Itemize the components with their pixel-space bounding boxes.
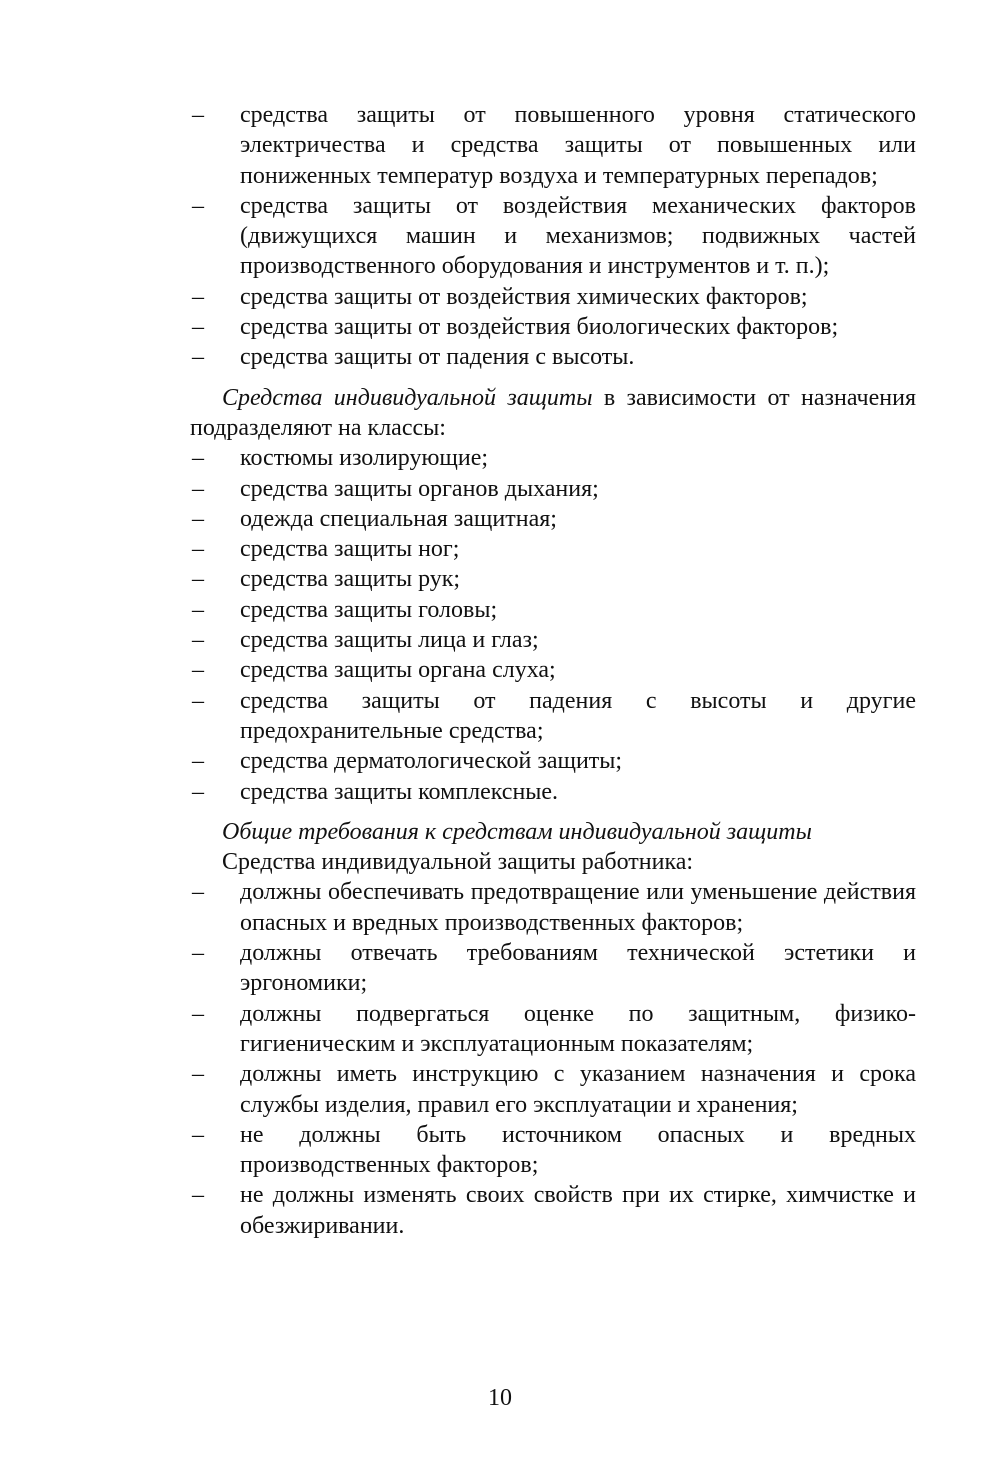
dash-bullet: – bbox=[192, 687, 204, 714]
list-item-text: средства защиты рук; bbox=[240, 566, 461, 593]
list-item bbox=[190, 564, 916, 594]
list-item bbox=[190, 1059, 916, 1120]
list-item-text: средства защиты от повышенного уровня статического электричества и средства защиты от повышенных или пониженных температур воздуха и температурных перепадов; bbox=[240, 102, 916, 189]
dash-bullet: – bbox=[192, 1000, 204, 1027]
list-item bbox=[190, 1180, 916, 1241]
dash-bullet: – bbox=[192, 778, 204, 805]
protection-means-list bbox=[190, 100, 916, 373]
list-item-text: средства защиты комплексные. bbox=[240, 778, 559, 805]
list-item-text: должны иметь инструкцию с указанием назначения и срока службы изделия, правил его эксплуатации и хранения; bbox=[240, 1061, 916, 1118]
list-item bbox=[190, 312, 916, 342]
list-item bbox=[190, 504, 916, 534]
list-item bbox=[190, 655, 916, 685]
list-item-text: должны подвергаться оценке по защитным, физико-гигиеническим и эксплуатационным показателям; bbox=[240, 1000, 916, 1057]
italic-term: Средства индивидуальной защиты bbox=[222, 384, 593, 411]
list-item-text: средства дерматологической защиты; bbox=[240, 748, 623, 775]
list-item-text: средства защиты ног; bbox=[240, 536, 460, 563]
dash-bullet: – bbox=[192, 314, 204, 341]
list-item bbox=[190, 625, 916, 655]
list-item bbox=[190, 595, 916, 625]
dash-bullet: – bbox=[192, 566, 204, 593]
list-item bbox=[190, 746, 916, 776]
list-item-text: должны обеспечивать предотвращение или уменьшение действия опасных и вредных производственных факторов; bbox=[240, 879, 916, 936]
list-item-text: средства защиты от воздействия биологических факторов; bbox=[240, 314, 839, 341]
list-item bbox=[190, 686, 916, 747]
dash-bullet: – bbox=[192, 1182, 204, 1209]
list-item-text: средства защиты органа слуха; bbox=[240, 657, 556, 684]
list-item bbox=[190, 777, 916, 807]
list-item bbox=[190, 938, 916, 999]
dash-bullet: – bbox=[192, 627, 204, 654]
list-item-text: средства защиты от воздействия механических факторов (движущихся машин и механизмов; подвижных частей производственного оборудования и инструментов и т. п.); bbox=[240, 192, 916, 280]
list-item-text: средства защиты от воздействия химических факторов; bbox=[240, 283, 808, 310]
classes-list bbox=[190, 443, 916, 807]
list-item-text: должны отвечать требованиям технической эстетики и эргономики; bbox=[240, 940, 916, 997]
dash-bullet: – bbox=[192, 879, 204, 906]
dash-bullet: – bbox=[192, 596, 204, 623]
list-item bbox=[190, 999, 916, 1060]
list-item-text: средства защиты от падения с высоты и другие предохранительные средства; bbox=[240, 687, 916, 744]
paragraph-text: в зависимости от назначения подразделяют на классы: bbox=[190, 384, 916, 441]
dash-bullet: – bbox=[192, 748, 204, 775]
dash-bullet: – bbox=[192, 657, 204, 684]
dash-bullet: – bbox=[192, 1061, 204, 1088]
dash-bullet: – bbox=[192, 192, 204, 219]
dash-bullet: – bbox=[192, 1121, 204, 1148]
list-item-text: не должны быть источником опасных и вредных производственных факторов; bbox=[240, 1121, 916, 1179]
page-body bbox=[190, 100, 916, 1241]
list-item bbox=[190, 1120, 916, 1181]
list-item bbox=[190, 877, 916, 938]
list-item-text: средства защиты от падения с высоты. bbox=[240, 344, 635, 371]
classes-paragraph bbox=[190, 383, 916, 444]
dash-bullet: – bbox=[192, 536, 204, 563]
list-item bbox=[190, 100, 916, 191]
list-item-text: средства защиты органов дыхания; bbox=[240, 475, 599, 502]
list-item-text: не должны изменять своих свойств при их стирке, химчистке и обезжиривании. bbox=[240, 1182, 916, 1239]
list-item-text: средства защиты лица и глаз; bbox=[240, 627, 539, 654]
dash-bullet: – bbox=[192, 344, 204, 371]
dash-bullet: – bbox=[192, 505, 204, 532]
dash-bullet: – bbox=[192, 940, 204, 967]
requirements-intro: Средства индивидуальной защиты работника: bbox=[222, 849, 694, 876]
requirements-list bbox=[190, 877, 916, 1241]
dash-bullet: – bbox=[192, 475, 204, 502]
page-number: 10 bbox=[488, 1385, 512, 1411]
list-item bbox=[190, 342, 916, 372]
list-item bbox=[190, 474, 916, 504]
dash-bullet: – bbox=[192, 445, 204, 472]
dash-bullet: – bbox=[192, 102, 204, 128]
section-heading: Общие требования к средствам индивидуальной защиты bbox=[222, 818, 812, 845]
dash-bullet: – bbox=[192, 283, 204, 310]
list-item bbox=[190, 191, 916, 282]
list-item bbox=[190, 534, 916, 564]
list-item bbox=[190, 443, 916, 473]
list-item-text: одежда специальная защитная; bbox=[240, 505, 557, 532]
list-item-text: костюмы изолирующие; bbox=[240, 445, 489, 472]
list-item-text: средства защиты головы; bbox=[240, 596, 498, 623]
list-item bbox=[190, 282, 916, 312]
